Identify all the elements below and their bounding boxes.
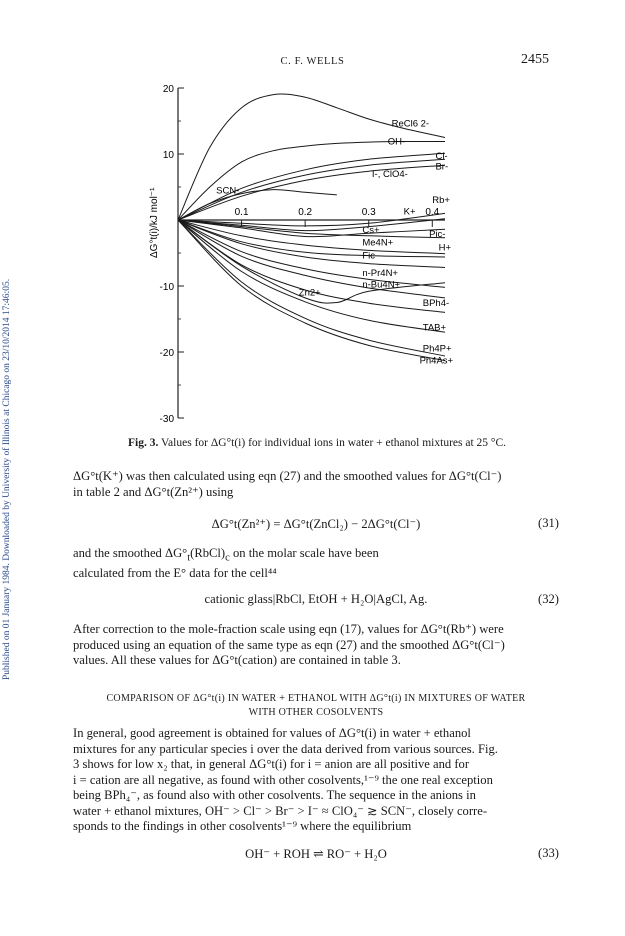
section-heading [73, 692, 559, 720]
publication-side-note-text: Published on 01 January 1984. Downloaded by University of Illinois at Chicago on 23/10/2014 17:46:05. [2, 278, 12, 680]
y-tick-label: -20 [159, 348, 174, 359]
paragraph-2-line: and the smoothed $\Delta G^\circ_t(RbCl)_c$ on the molar scale have been [73, 546, 379, 564]
series-label: n-Pr4N+ [362, 267, 398, 279]
series-label: Zn2+ [298, 287, 321, 299]
paragraph-3-line: produced using an equation of the same type as eqn (27) and the smoothed ΔG°t(Cl⁻) [73, 637, 505, 652]
paragraph-3-line: After correction to the mole-fraction scale using eqn (17), values for ΔG°t(Rb⁺) were [73, 622, 504, 636]
series-label: Ph4As+ [419, 355, 454, 367]
y-tick-label: 10 [162, 150, 174, 161]
series-label: OH- [387, 136, 406, 148]
series-label: H+ [438, 242, 452, 254]
x-tick-label: 0.3 [361, 207, 376, 218]
chart-curves [178, 94, 448, 361]
series-label: ReCl6 2- [391, 118, 430, 130]
y-axis-label: ΔG°t(i)/kJ mol⁻¹ [149, 187, 160, 258]
series-label: TAB+ [422, 322, 447, 334]
paragraph-1-line: in table 2 and ΔG°t(Zn²⁺) using [73, 484, 234, 499]
series-label: Cl- [435, 150, 448, 162]
series-line-recl6-2- [178, 94, 448, 220]
series-label: BPh4- [422, 298, 450, 310]
y-tick-label: -10 [159, 282, 174, 293]
x-tick-label: 0.2 [298, 207, 313, 218]
series-label: Fic [362, 250, 376, 262]
paragraph-2 [73, 546, 559, 582]
series-label: I-, ClO4- [371, 168, 408, 180]
series-label: Rb+ [432, 195, 450, 207]
series-label: K+ [403, 206, 416, 218]
paragraph-4 [73, 726, 559, 835]
figure-caption-label: Fig. 3. [128, 437, 159, 449]
equation-31-number: (31) [538, 516, 559, 530]
paragraph-4-line: water + ethanol mixtures, OH⁻ > Cl⁻ > Br⁻ > I⁻ ≈ ClO₄⁻ ≳ SCN⁻, closely corre- [73, 803, 488, 818]
running-header-author: C. F. WELLS [280, 56, 345, 67]
paragraph-2-line: calculated from the E° data for the cell⁴⁴ [73, 566, 277, 581]
paragraph-4-line: 3 shows for low x₂ that, in general ΔG°t(i) for i = anion are all positive and for [73, 757, 470, 771]
paragraph-4-line: i = cation are all negative, as found with other cosolvents,¹⁻⁹ the one real exception [73, 772, 493, 787]
equation-32-number: (32) [538, 592, 559, 606]
paragraph-4-line: being BPh₄⁻, as found also with other cosolvents. The sequence in the anions in [73, 788, 476, 802]
y-tick-label: -30 [159, 414, 174, 425]
paragraph-1 [73, 469, 559, 500]
equation-33-body: OH⁻ + ROH ⇌ RO⁻ + H₂O [245, 847, 387, 861]
x-tick-label: 0.4 [425, 207, 440, 218]
paragraph-4-line: sponds to the findings in other cosolvents¹⁻⁹ where the equilibrium [73, 819, 412, 833]
chart-labels [216, 119, 453, 367]
paragraph-4-line: mixtures for any particular species i over the data derived from various sources. Fig. [73, 741, 498, 756]
series-label: Pic- [429, 228, 446, 240]
x-tick-label: 0.1 [234, 207, 249, 218]
paragraph-3-line: values. All these values for ΔG°t(cation) are contained in table 3. [73, 653, 401, 667]
page-number: 2455 [521, 52, 549, 67]
y-tick-label: 20 [162, 84, 174, 95]
section-heading-line: WITH OTHER COSOLVENTS [248, 707, 384, 718]
section-heading-line: COMPARISON OF ΔG°t(i) IN WATER + ETHANOL WITH ΔG°t(i) IN MIXTURES OF WATER [106, 693, 526, 704]
paragraph-4-line: In general, good agreement is obtained for values of ΔG°t(i) in water + ethanol [73, 726, 471, 740]
series-label: Cs+ [362, 224, 380, 236]
series-label: Me4N+ [362, 237, 394, 249]
series-label: Ph4P+ [422, 343, 452, 355]
figure-caption-text: Values for ΔG°t(i) for individual ions in water + ethanol mixtures at 25 °C. [161, 437, 507, 449]
chart-axes [159, 84, 448, 425]
figure-caption [128, 437, 506, 449]
series-label: SCN- [216, 185, 240, 197]
figure-3-chart [0, 0, 625, 440]
equation-33-number: (33) [538, 846, 559, 860]
equation-32-body: cationic glass|RbCl, EtOH + H₂O|AgCl, Ag. [204, 592, 428, 606]
equation-31-body: ΔG°t(Zn²⁺) = ΔG°t(ZnCl₂) − 2ΔG°t(Cl⁻) [211, 517, 421, 531]
paragraph-3 [73, 622, 559, 669]
paragraph-1-line: ΔG°t(K⁺) was then calculated using eqn (27) and the smoothed values for ΔG°t(Cl⁻) [73, 469, 502, 483]
series-label: Br- [435, 161, 449, 173]
series-label: n-Bu4N+ [362, 279, 401, 291]
